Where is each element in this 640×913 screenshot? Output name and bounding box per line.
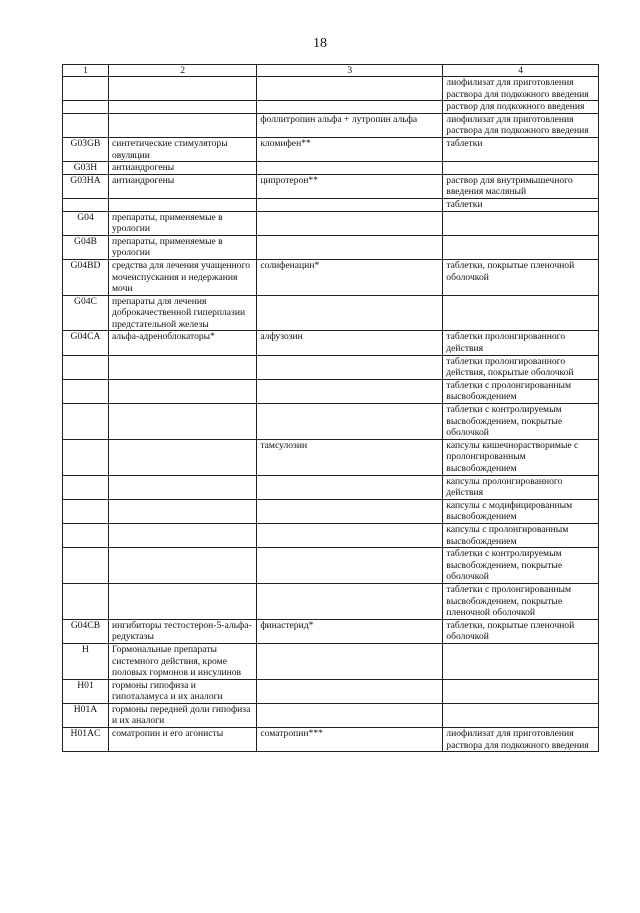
drug-name-cell [257, 523, 443, 547]
table-row [63, 211, 599, 235]
drug-name-cell: кломифен** [257, 137, 443, 161]
drug-name-cell [257, 355, 443, 379]
table-row [63, 643, 599, 679]
dosage-form-cell [443, 211, 599, 235]
table-row [63, 162, 599, 175]
atc-code-cell [63, 101, 109, 114]
atc-code-cell [63, 355, 109, 379]
dosage-form-cell: капсулы с пролонгированным высвобождением [443, 523, 599, 547]
column-header-4: 4 [443, 65, 599, 77]
atc-code-cell: G04C [63, 295, 109, 331]
atc-code-cell [63, 523, 109, 547]
table-row [63, 583, 599, 619]
dosage-form-cell [443, 162, 599, 175]
dosage-form-cell: лиофилизат для приготовления раствора для подкожного введения [443, 77, 599, 101]
atc-code-cell [63, 198, 109, 211]
atc-code-cell [63, 583, 109, 619]
atc-code-cell: G04 [63, 211, 109, 235]
drug-name-cell: ципротерон** [257, 174, 443, 198]
drug-table [62, 64, 599, 752]
group-name-cell: препараты, применяемые в урологии [108, 211, 256, 235]
drug-name-cell [257, 548, 443, 584]
drug-name-cell [257, 703, 443, 727]
drug-name-cell: алфузозин [257, 331, 443, 355]
table-row [63, 137, 599, 161]
atc-code-cell: G04CB [63, 619, 109, 643]
dosage-form-cell: капсулы пролонгированного действия [443, 475, 599, 499]
table-row [63, 379, 599, 403]
dosage-form-cell: таблетки пролонгированного действия, покрытые оболочкой [443, 355, 599, 379]
dosage-form-cell: таблетки, покрытые пленочной оболочкой [443, 619, 599, 643]
drug-name-cell: финастерид* [257, 619, 443, 643]
group-name-cell: синтетические стимуляторы овуляции [108, 137, 256, 161]
table-header-row [63, 65, 599, 77]
table-row [63, 331, 599, 355]
group-name-cell [108, 101, 256, 114]
group-name-cell: гормоны передней доли гипофиза и их аналоги [108, 703, 256, 727]
table-row [63, 113, 599, 137]
drug-name-cell [257, 404, 443, 440]
atc-code-cell [63, 404, 109, 440]
table-row [63, 703, 599, 727]
dosage-form-cell [443, 643, 599, 679]
group-name-cell: антиандрогены [108, 174, 256, 198]
atc-code-cell [63, 475, 109, 499]
group-name-cell [108, 499, 256, 523]
atc-code-cell: G04BD [63, 259, 109, 295]
atc-code-cell: G03H [63, 162, 109, 175]
drug-name-cell [257, 235, 443, 259]
atc-code-cell [63, 113, 109, 137]
drug-name-cell [257, 198, 443, 211]
page-number: 18 [313, 36, 327, 51]
dosage-form-cell: таблетки с контролируемым высвобождением, покрытые оболочкой [443, 404, 599, 440]
atc-code-cell: G04B [63, 235, 109, 259]
table-row [63, 679, 599, 703]
atc-code-cell: G03HA [63, 174, 109, 198]
dosage-form-cell: раствор для внутримышечного введения масляный [443, 174, 599, 198]
group-name-cell: соматропин и его агонисты [108, 728, 256, 752]
atc-code-cell: H01AC [63, 728, 109, 752]
table-body [63, 77, 599, 752]
atc-code-cell [63, 77, 109, 101]
table-row [63, 439, 599, 475]
group-name-cell [108, 113, 256, 137]
dosage-form-cell: таблетки [443, 137, 599, 161]
group-name-cell: препараты, применяемые в урологии [108, 235, 256, 259]
table-row [63, 198, 599, 211]
dosage-form-cell [443, 703, 599, 727]
drug-name-cell [257, 162, 443, 175]
group-name-cell [108, 404, 256, 440]
dosage-form-cell: таблетки [443, 198, 599, 211]
drug-name-cell [257, 583, 443, 619]
drug-name-cell: соматропин*** [257, 728, 443, 752]
dosage-form-cell [443, 235, 599, 259]
atc-code-cell: H01A [63, 703, 109, 727]
group-name-cell [108, 475, 256, 499]
table-row [63, 174, 599, 198]
group-name-cell [108, 198, 256, 211]
dosage-form-cell: капсулы кишечнорастворимые с пролонгированным высвобождением [443, 439, 599, 475]
dosage-form-cell: таблетки пролонгированного действия [443, 331, 599, 355]
atc-code-cell: H01 [63, 679, 109, 703]
atc-code-cell [63, 499, 109, 523]
table-row [63, 728, 599, 752]
table-row [63, 475, 599, 499]
atc-code-cell [63, 548, 109, 584]
group-name-cell: Гормональные препараты системного действия, кроме половых гормонов и инсулинов [108, 643, 256, 679]
drug-name-cell: тамсулозин [257, 439, 443, 475]
table-row [63, 548, 599, 584]
drug-name-cell [257, 643, 443, 679]
dosage-form-cell: капсулы с модифицированным высвобождением [443, 499, 599, 523]
drug-name-cell [257, 379, 443, 403]
group-name-cell: антиандрогены [108, 162, 256, 175]
column-header-3: 3 [257, 65, 443, 77]
group-name-cell [108, 379, 256, 403]
table-row [63, 295, 599, 331]
drug-name-cell [257, 77, 443, 101]
group-name-cell: ингибиторы тестостерон-5-альфа-редуктазы [108, 619, 256, 643]
group-name-cell: средства для лечения учащенного мочеиспускания и недержания мочи [108, 259, 256, 295]
dosage-form-cell: таблетки с контролируемым высвобождением, покрытые оболочкой [443, 548, 599, 584]
drug-name-cell [257, 475, 443, 499]
table-row [63, 101, 599, 114]
drug-name-cell [257, 211, 443, 235]
table-row [63, 77, 599, 101]
atc-code-cell: G03GB [63, 137, 109, 161]
dosage-form-cell: лиофилизат для приготовления раствора для подкожного введения [443, 728, 599, 752]
dosage-form-cell: таблетки, покрытые пленочной оболочкой [443, 259, 599, 295]
table-row [63, 235, 599, 259]
table-row [63, 355, 599, 379]
table-row [63, 619, 599, 643]
table-row [63, 523, 599, 547]
table-row [63, 404, 599, 440]
drug-name-cell: солифенацин* [257, 259, 443, 295]
table-row [63, 499, 599, 523]
dosage-form-cell: раствор для подкожного введения [443, 101, 599, 114]
drug-name-cell [257, 499, 443, 523]
atc-code-cell [63, 439, 109, 475]
group-name-cell [108, 523, 256, 547]
drug-name-cell: фоллитропин альфа + лутропин альфа [257, 113, 443, 137]
column-header-1: 1 [63, 65, 109, 77]
atc-code-cell: G04CA [63, 331, 109, 355]
drug-name-cell [257, 295, 443, 331]
group-name-cell [108, 77, 256, 101]
dosage-form-cell [443, 295, 599, 331]
table-row [63, 259, 599, 295]
group-name-cell: гормоны гипофиза и гипоталамуса и их аналоги [108, 679, 256, 703]
atc-code-cell: H [63, 643, 109, 679]
dosage-form-cell [443, 679, 599, 703]
group-name-cell [108, 548, 256, 584]
group-name-cell [108, 355, 256, 379]
group-name-cell: препараты для лечения доброкачественной гиперплазии предстательной железы [108, 295, 256, 331]
group-name-cell [108, 439, 256, 475]
drug-name-cell [257, 101, 443, 114]
dosage-form-cell: таблетки с пролонгированным высвобождением, покрытые пленочной оболочкой [443, 583, 599, 619]
dosage-form-cell: таблетки с пролонгированным высвобождением [443, 379, 599, 403]
group-name-cell: альфа-адреноблокаторы* [108, 331, 256, 355]
column-header-2: 2 [108, 65, 256, 77]
drug-name-cell [257, 679, 443, 703]
atc-code-cell [63, 379, 109, 403]
group-name-cell [108, 583, 256, 619]
dosage-form-cell: лиофилизат для приготовления раствора для подкожного введения [443, 113, 599, 137]
